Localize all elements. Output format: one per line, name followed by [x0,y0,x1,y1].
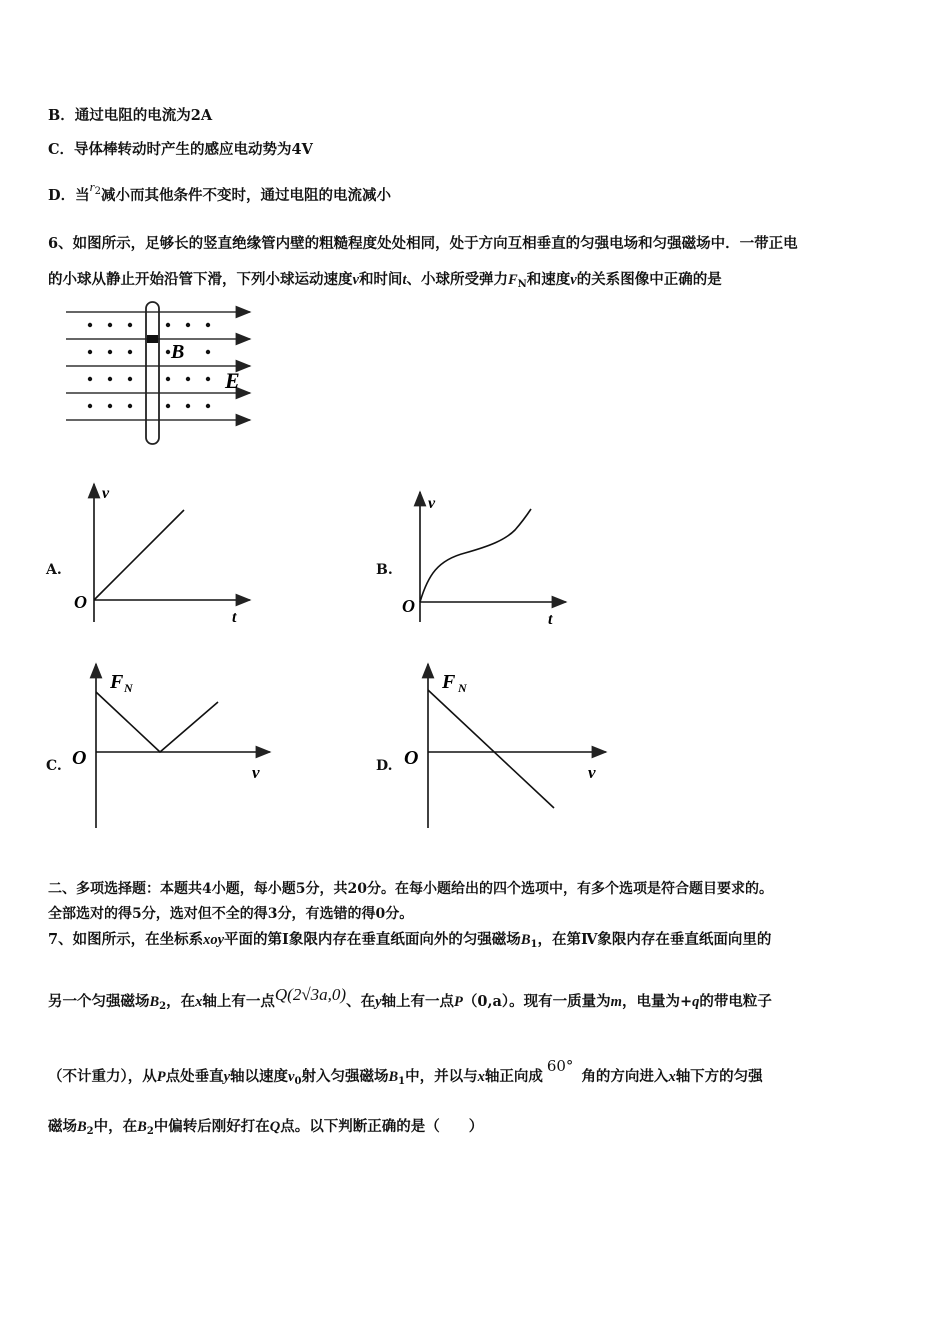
math-v: v [570,272,577,288]
option-text: 导体棒转动时产生的感应电动势为4V [74,141,313,158]
section2-line1: 二、多项选择题：本题共4小题，每小题5分，共20分。在每小题给出的四个选项中，有多个选项是符合题目要求的。 [48,881,773,897]
graph-d-ylabel: F [442,671,456,693]
text: 点。以下判断正确的是（ ） [280,1118,484,1135]
graph-a-curve [94,510,184,600]
text: 7、如图所示，在坐标系 [48,931,204,948]
charged-ball [147,335,158,343]
graph-b-curve [420,509,531,602]
math-r: r [89,179,95,194]
text: 磁场 [48,1118,77,1135]
graph-c-curve [96,692,218,752]
graph-d-xlabel: v [588,763,596,782]
label-e: E [225,368,240,393]
math-sub: 0 [294,1076,302,1087]
graph-d-curve [428,690,554,808]
text: 角的方向进入 [581,1068,669,1085]
math-sub: 1 [398,1076,406,1087]
graph-a-ylabel: v [102,485,110,502]
math-y: y [223,1069,231,1085]
math-xoy: xoy [203,932,225,948]
math-v: v [288,1069,295,1085]
math-sub: 1 [530,939,538,950]
text: 中，在 [93,1118,138,1135]
math-b: B [149,994,160,1010]
graph-a-xlabel: t [232,609,237,626]
option-text: 通过电阻的电流为2A [74,107,213,124]
graph-b [420,492,566,622]
math-sub: 2 [146,1126,154,1137]
graph-b-xlabel: t [548,611,553,628]
text: ，在第Ⅳ象限内存在垂直纸面向里的 [537,931,772,948]
text: （不计重力），从 [48,1068,157,1085]
graph-d-origin: O [404,747,419,769]
graph-b-ylabel: v [428,495,436,512]
math-sub: 2 [159,1001,167,1012]
q6-stem-line1: 6、如图所示，足够长的竖直绝缘管内壁的粗糙程度处处相同，处于方向互相垂直的匀强电场和匀强磁场中．一带正电 [48,235,798,252]
electric-field-lines [66,312,250,420]
graph-a [94,484,250,622]
option-c-letter: C. [46,758,62,774]
text: 和速度 [526,271,571,288]
q7-line4 [48,1115,483,1137]
math-m: m [610,994,622,1010]
math-b: B [77,1119,87,1135]
q7-line2 [48,985,772,1012]
text: 的带电粒子 [699,993,772,1010]
insulating-tube [146,302,159,444]
text: ，在 [166,993,196,1010]
text: 轴正向成 [484,1068,543,1085]
option-letter: C． [48,141,75,158]
option-a-letter: A. [46,562,62,578]
math-angle: 60° [546,1057,574,1075]
text: 射入匀强磁场 [301,1068,389,1085]
math-sub: 2 [94,186,102,197]
math-p: P [156,1069,166,1085]
math-q-point: Q(2√3a,0) [274,985,347,1004]
option-letter: B． [48,107,75,124]
text: 的关系图像中正确的是 [576,271,722,288]
math-sub: N [517,279,527,290]
graph-d-ysub: N [458,681,467,695]
text: 另一个匀强磁场 [48,993,150,1010]
graph-c-xlabel: v [252,763,260,782]
math-q: q [692,994,700,1010]
text: 和时间 [358,271,403,288]
option-letter: D． [48,187,76,204]
text: 轴下方的匀强 [675,1068,763,1085]
math-x: x [195,994,203,1010]
text: ，电量为+ [621,993,693,1010]
text: 的小球从静止开始沿管下滑，下列小球运动速度 [48,271,353,288]
text: 、在 [346,993,376,1010]
math-q: Q [269,1119,281,1135]
math-y: y [375,994,382,1010]
text: 中偏转后刚好打在 [153,1118,270,1135]
math-x: x [668,1069,676,1085]
text: 轴以速度 [230,1068,289,1085]
option-d-letter: D. [376,758,393,774]
graph-c-ysub: N [124,681,133,695]
graph-a-origin: O [74,592,87,612]
text: （0,a） [462,993,510,1010]
math-p: P [454,994,463,1010]
q7-line3 [48,1057,763,1087]
graph-b-origin: O [402,596,415,616]
text: 平面的第Ⅰ象限内存在垂直纸面向外的匀强磁场 [224,931,521,948]
option-text-post: 减小而其他条件不变时，通过电阻的电流减小 [101,187,392,204]
math-sub: 2 [86,1126,94,1137]
text: 、小球所受弹力 [406,271,508,288]
text: 轴上有一点 [202,993,275,1010]
graph-c-origin: O [72,747,87,769]
math-f: F [507,272,518,288]
math-b: B [388,1069,399,1085]
math-x: x [477,1069,485,1085]
option-b-letter: B. [376,562,393,578]
graph-c-ylabel: F [110,671,124,693]
math-b: B [520,932,531,948]
text: 中，并以与 [405,1068,478,1085]
text: 点处垂直 [165,1068,224,1085]
math-b: B [137,1119,147,1135]
math-t: t [402,272,407,288]
q7-line1 [48,928,771,950]
label-b: B [171,341,185,363]
text: 。现有一质量为 [509,993,611,1010]
option-text-pre: 当 [75,187,90,204]
text: 轴上有一点 [381,993,455,1010]
math-v: v [352,272,359,288]
section2-line2: 全部选对的得5分，选对但不全的得3分，有选错的得0分。 [48,906,414,922]
